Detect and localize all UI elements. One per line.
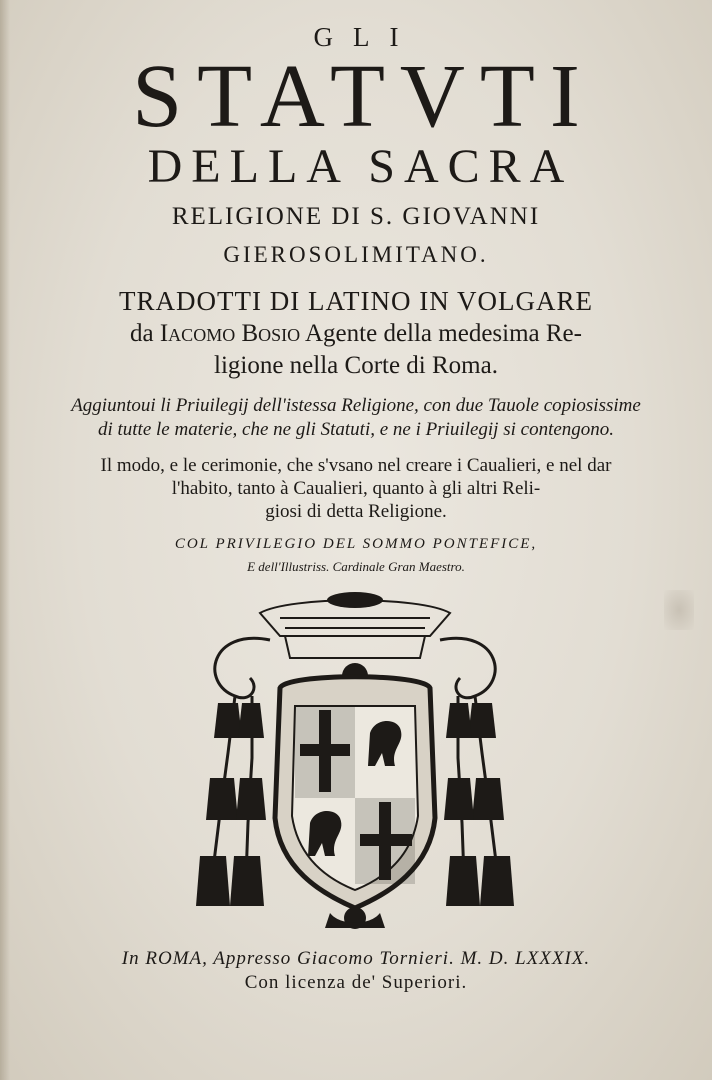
modo-line-2: l'habito, tanto à Caualieri, quanto à gli altri Reli- <box>171 478 541 499</box>
modo-line-1: Il modo, e le cerimonie, che s'vsano nel creare i Caualieri, e nel dar <box>100 455 612 476</box>
title-gierosolimitano: GIEROSOLIMITANO. <box>223 242 489 267</box>
author-name: Iacomo Bosio <box>159 320 301 347</box>
title-religione: RELIGIONE DI S. GIOVANNI <box>171 203 541 230</box>
coat-of-arms-icon <box>190 588 520 940</box>
title-statuti: STATVTI <box>132 47 595 146</box>
imprint-line-1: In ROMA, Appresso Giacomo Tornieri. M. D. LXXXIX. <box>121 948 591 969</box>
paper-stain <box>664 590 694 630</box>
title-della-sacra: DELLA SACRA <box>147 140 574 193</box>
aggiunti-line-1: Aggiuntoui li Priuilegij dell'istessa Religione, con due Tauole copiosissime <box>71 395 641 416</box>
author-line <box>0 320 712 348</box>
author-line-continued: ligione nella Corte di Roma. <box>214 352 498 379</box>
modo-line-3: giosi di detta Religione. <box>265 501 447 522</box>
privilegio-line: COL PRIVILEGIO DEL SOMMO PONTEFICE, <box>174 536 538 552</box>
title-gli: GLI <box>313 22 419 52</box>
aggiunti-line-2: di tutte le materie, che ne gli Statuti, e ne i Priuilegij si contengono. <box>97 419 615 440</box>
author-suffix: Agente della medesima Re- <box>305 320 582 347</box>
subtitle-tradotti: TRADOTTI DI LATINO IN VOLGARE <box>119 286 593 316</box>
author-prefix: da <box>130 320 154 347</box>
illustris-line: E dell'Illustriss. Cardinale Gran Maestro. <box>247 559 465 574</box>
imprint-line-2: Con licenza de' Superiori. <box>244 972 468 993</box>
